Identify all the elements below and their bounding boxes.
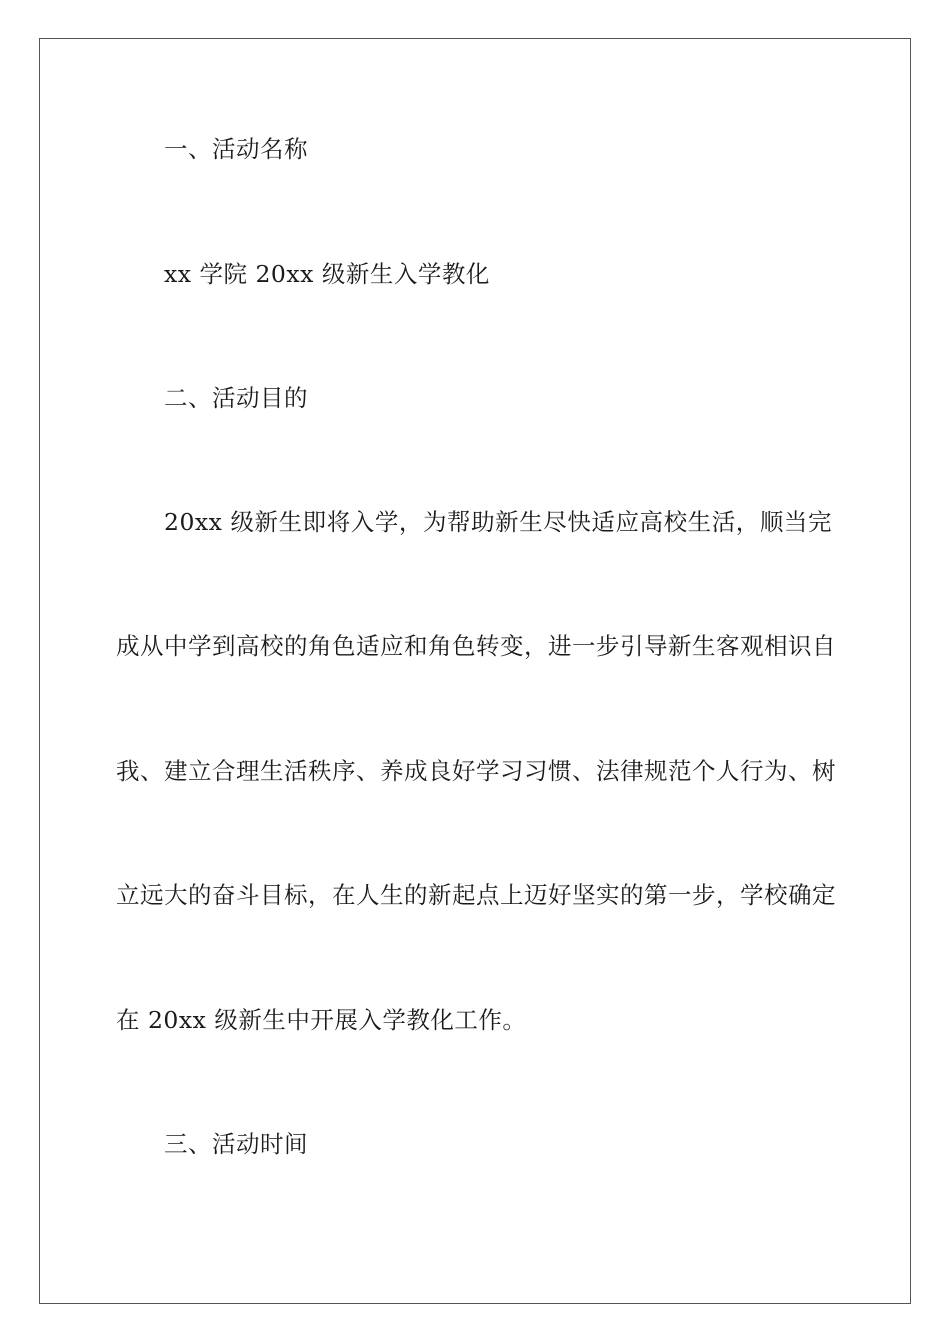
activity-name-text: xx 学院 20xx 级新生入学教化: [164, 260, 490, 288]
section-heading-activity-name: 一、活动名称: [164, 135, 308, 163]
section-heading-activity-time: 三、活动时间: [164, 1130, 308, 1158]
paragraph-line: 我、建立合理生活秩序、养成良好学习习惯、法律规范个人行为、树: [116, 757, 836, 785]
paragraph-line: 在 20xx 级新生中开展入学教化工作。: [116, 1006, 527, 1034]
paragraph-line: 立远大的奋斗目标，在人生的新起点上迈好坚实的第一步，学校确定: [116, 881, 836, 909]
section-heading-activity-purpose: 二、活动目的: [164, 384, 308, 412]
paragraph-line: 成从中学到高校的角色适应和角色转变，进一步引导新生客观相识自: [116, 632, 836, 660]
paragraph-line: 20xx 级新生即将入学，为帮助新生尽快适应高校生活，顺当完: [164, 508, 832, 536]
page-border: [39, 38, 911, 1304]
